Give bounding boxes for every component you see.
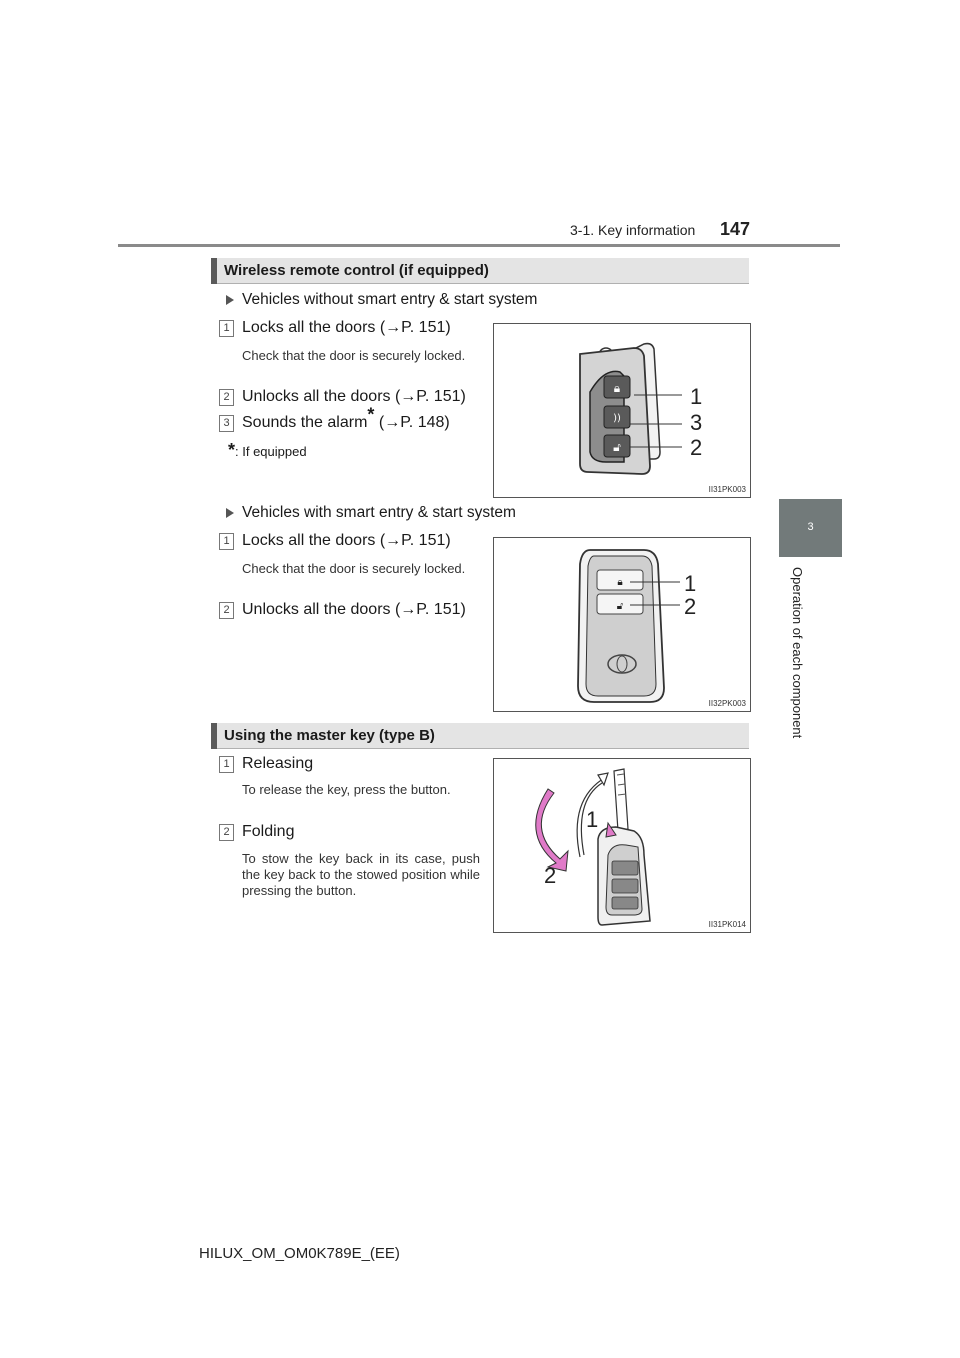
item-number: 3: [219, 415, 234, 432]
item-text: Unlocks all the doors (→P. 151): [242, 601, 466, 618]
header-rule: [118, 244, 840, 247]
figure-flip-key: [493, 323, 751, 498]
item-text: Locks all the doors (→P. 151): [242, 319, 451, 336]
callout-1: 1: [684, 571, 697, 596]
chapter-tab: [779, 499, 842, 557]
section-title: Wireless remote control (if equipped): [224, 262, 489, 279]
callout-1: 1: [690, 384, 703, 409]
svg-text:🔓︎: 🔓︎: [616, 601, 624, 612]
item-text: Folding: [242, 823, 295, 840]
item-number: 2: [219, 602, 234, 619]
item-number: 1: [219, 320, 234, 337]
callout-1: 1: [586, 807, 599, 832]
svg-text:🔒︎: 🔒︎: [613, 381, 621, 395]
item-number: 1: [219, 756, 234, 773]
callout-2: 2: [684, 594, 697, 619]
callout-2: 2: [690, 435, 703, 460]
triangle-bullet-icon: [226, 508, 234, 518]
item-number: 1: [219, 533, 234, 550]
figure-code: II32PK003: [708, 699, 746, 708]
item-description: Check that the door is securely locked.: [242, 561, 466, 576]
page-number: 147: [720, 219, 751, 239]
section-header-bar: [211, 258, 217, 284]
fold-arrow-icon: [536, 789, 568, 871]
svg-text:🔒︎: 🔒︎: [617, 577, 623, 588]
chapter-label: Operation of each component: [790, 567, 805, 739]
section-breadcrumb: 3-1. Key information: [570, 222, 696, 238]
item-number: 2: [219, 389, 234, 406]
item-text: Locks all the doors (→P. 151): [242, 532, 451, 549]
item-text: Releasing: [242, 755, 314, 772]
figure-smart-key: [493, 537, 751, 712]
flip-key-illustration: [494, 324, 750, 497]
callout-3: 3: [690, 410, 703, 435]
smart-key-illustration: [494, 538, 750, 711]
item-text: Sounds the alarm* (→P. 148): [242, 404, 450, 431]
callout-2: 2: [544, 863, 557, 888]
subheading-with-smart-entry: Vehicles with smart entry & start system: [226, 504, 516, 522]
svg-text:)): )): [613, 413, 621, 424]
figure-code: II31PK014: [708, 920, 746, 929]
section-title: Using the master key (type B): [224, 727, 435, 744]
item-description: To release the key, press the button.: [242, 782, 451, 797]
document-code: HILUX_OM_OM0K789E_(EE): [199, 1245, 400, 1262]
subheading-without-smart-entry: Vehicles without smart entry & start system: [226, 291, 537, 309]
figure-code: II31PK003: [708, 485, 746, 494]
figure-master-key: [493, 758, 751, 933]
section-header-bar: [211, 723, 217, 749]
master-key-illustration: [494, 759, 750, 932]
chapter-number: 3: [807, 521, 814, 533]
triangle-bullet-icon: [226, 295, 234, 305]
item-description: To stow the key back in its case, push the key back to the stowed position while pressing the button.: [242, 851, 480, 898]
svg-text:🔓︎: 🔓︎: [613, 440, 621, 454]
footnote: *: If equipped: [228, 440, 307, 460]
item-text: Unlocks all the doors (→P. 151): [242, 388, 466, 405]
item-number: 2: [219, 824, 234, 841]
item-description: Check that the door is securely locked.: [242, 348, 466, 363]
